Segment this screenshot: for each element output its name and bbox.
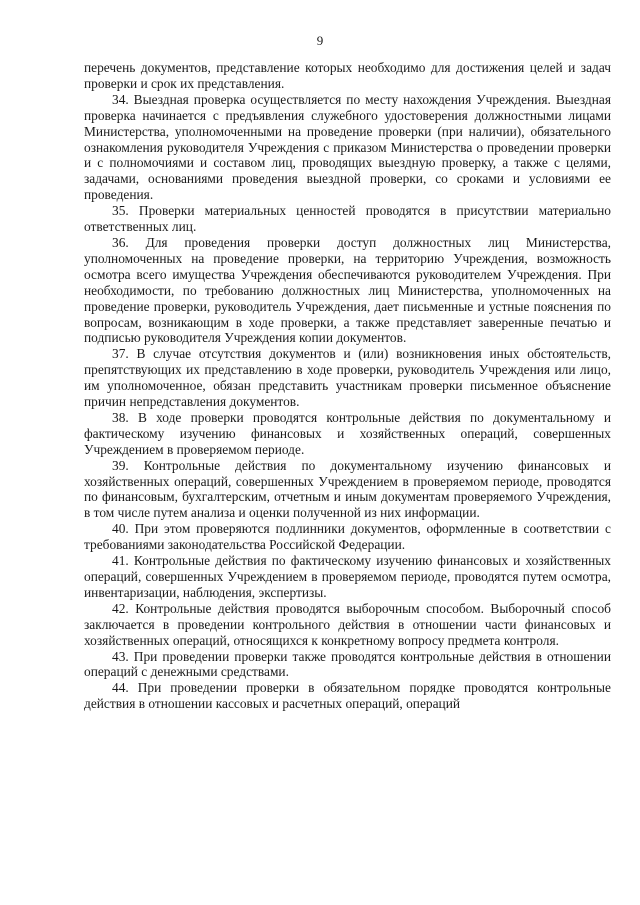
paragraph-35: 35. Проверки материальных ценностей проводятся в присутствии материально ответственных лиц. [84,203,611,235]
paragraph-39: 39. Контрольные действия по документальному изучению финансовых и хозяйственных операций, совершенных Учреждением в проверяемом периоде, проводятся по финансовым, бухгалтерским, отчетным и иным документам проверяемого Учреждения, в том числе путем анализа и оценки полученной из них информации. [84,457,611,521]
document-body [84,60,611,712]
paragraph-34: 34. Выездная проверка осуществляется по месту нахождения Учреждения. Выездная проверка начинается с предъявления служебного удостоверения должностными лицами Министерства, уполномоченными на проведение проверки (при наличии), обязательного ознакомления руководителя Учреждения с приказом Министерства о проведении проверки и с полномочиями и составом лиц, проводящих выездную проверку, а также с целями, задачами, основаниями проведения выездной проверки, со сроками и условиями ее проведения. [84,91,611,203]
page-number: 9 [316,33,324,48]
paragraph-44: 44. При проведении проверки в обязательном порядке проводятся контрольные действия в отношении кассовых и расчетных операций, операций [84,680,611,712]
paragraph-43: 43. При проведении проверки также проводятся контрольные действия в отношении операций с денежными средствами. [84,648,611,680]
paragraph-36: 36. Для проведения проверки доступ должностных лиц Министерства, уполномоченных на проведение проверки, на территорию Учреждения, возможность осмотра всего имущества Учреждения обеспечиваются руководителем Учреждения. При необходимости, по требованию должностных лиц Министерства, уполномоченных на проведение проверки, руководитель Учреждения, дает письменные и устные пояснения по вопросам, возникающим в ходе проверки, а также представляет заверенные печатью и подписью руководителя Учреждения копии документов. [84,234,611,346]
paragraph-41: 41. Контрольные действия по фактическому изучению финансовых и хозяйственных операций, совершенных Учреждением в проверяемом периоде, проводятся путем осмотра, инвентаризации, наблюдения, экспертизы. [84,553,611,600]
paragraph-42: 42. Контрольные действия проводятся выборочным способом. Выборочный способ заключается в проведении контрольного действия в отношении части финансовых и хозяйственных операций, относящихся к конкретному вопросу предмета контроля. [84,600,611,648]
paragraph-continuation: перечень документов, представление которых необходимо для достижения целей и задач проверки и срок их представления. [84,60,611,91]
paragraph-40: 40. При этом проверяются подлинники документов, оформленные в соответствии с требованиями законодательства Российской Федерации. [84,521,611,553]
paragraph-38: 38. В ходе проверки проводятся контрольные действия по документальному и фактическому изучению финансовых и хозяйственных операций, совершенных Учреждением в проверяемом периоде. [84,409,611,457]
paragraph-37: 37. В случае отсутствия документов и (или) возникновения иных обстоятельств, препятствующих их представлению в ходе проверки, руководитель Учреждения или лицо, им уполномоченное, обязан представить участникам проверки письменное объяснение причин непредставления документов. [84,346,611,410]
